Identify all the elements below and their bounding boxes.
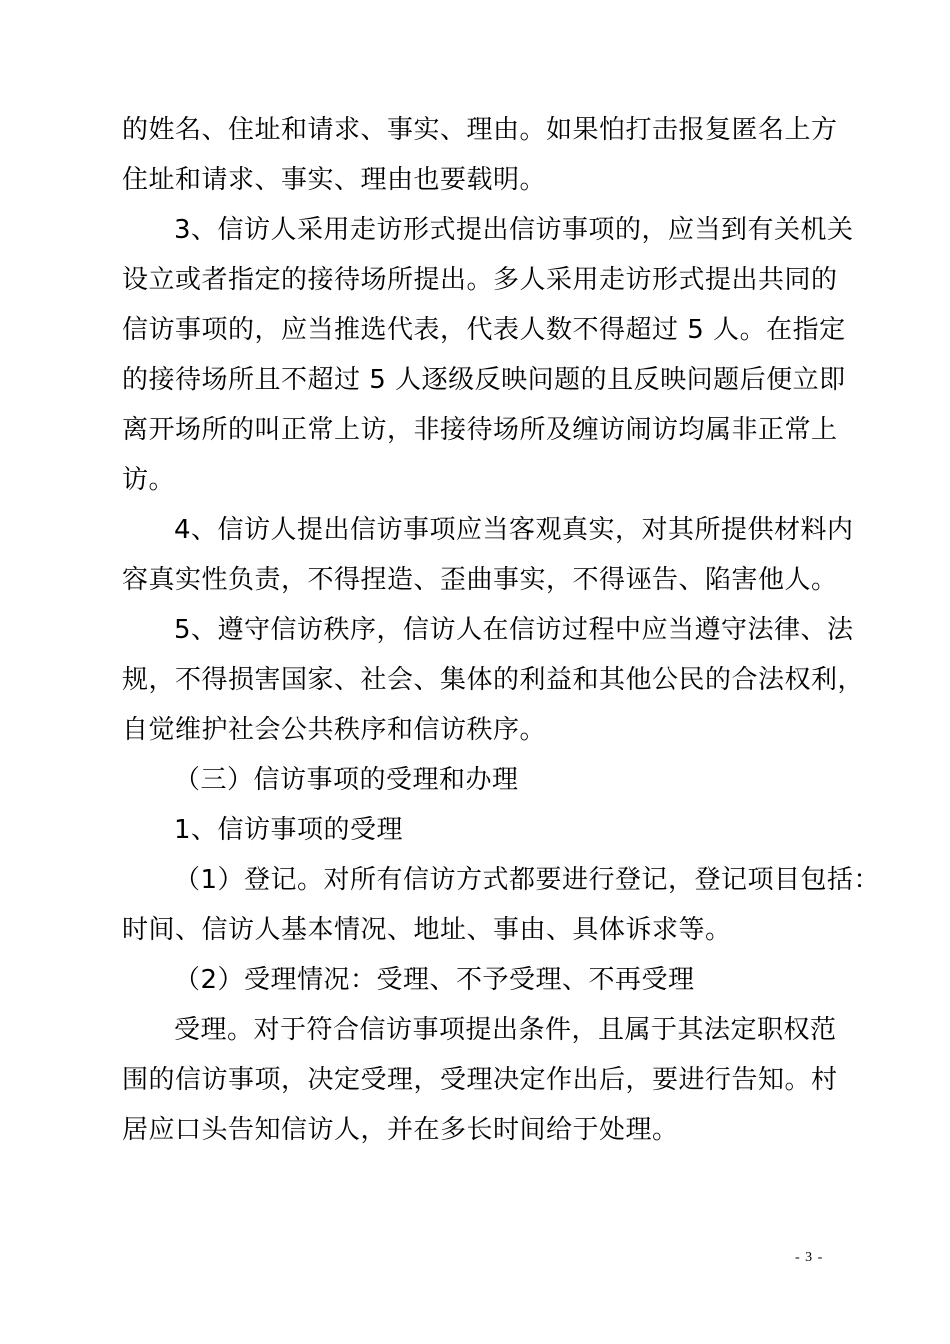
text-line: 围的信访事项，决定受理，受理决定作出后，要进行告知。村 bbox=[122, 1065, 838, 1095]
text-line: 时间、信访人基本情况、地址、事由、具体诉求等。 bbox=[122, 915, 732, 945]
text-line: 的接待场所且不超过 5 人逐级反映问题的且反映问题后便立即 bbox=[122, 365, 846, 395]
text-line: 5、遵守信访秩序，信访人在信访过程中应当遵守法律、法 bbox=[174, 615, 854, 645]
text-line: 居应口头告知信访人，并在多长时间给于处理。 bbox=[122, 1115, 679, 1145]
text-line: 的姓名、住址和请求、事实、理由。如果怕打击报复匿名上方 bbox=[122, 115, 838, 145]
text-line: 规，不得损害国家、社会、集体的利益和其他公民的合法权利， bbox=[122, 665, 865, 695]
text-line: 4、信访人提出信访事项应当客观真实，对其所提供材料内 bbox=[174, 515, 854, 545]
text-line: （2）受理情况：受理、不予受理、不再受理 bbox=[174, 965, 695, 995]
text-line: （1）登记。对所有信访方式都要进行登记，登记项目包括： bbox=[174, 865, 881, 895]
text-line: 3、信访人采用走访形式提出信访事项的，应当到有关机关 bbox=[174, 215, 854, 245]
text-line: 自觉维护社会公共秩序和信访秩序。 bbox=[122, 715, 547, 745]
text-line: 设立或者指定的接待场所提出。多人采用走访形式提出共同的 bbox=[122, 265, 838, 295]
subsection-heading: 1、信访事项的受理 bbox=[174, 815, 404, 845]
text-line: 住址和请求、事实、理由也要载明。 bbox=[122, 165, 547, 195]
text-line: 受理。对于符合信访事项提出条件，且属于其法定职权范 bbox=[174, 1015, 837, 1045]
page-number: - 3 - bbox=[795, 1250, 824, 1265]
text-line: 信访事项的，应当推选代表，代表人数不得超过 5 人。在指定 bbox=[122, 315, 846, 345]
section-heading: （三）信访事项的受理和办理 bbox=[174, 765, 519, 795]
text-line: 访。 bbox=[122, 465, 176, 495]
text-line: 离开场所的叫正常上访，非接待场所及缠访闹访均属非正常上 bbox=[122, 415, 838, 445]
text-line: 容真实性负责，不得捏造、歪曲事实，不得诬告、陷害他人。 bbox=[122, 565, 838, 595]
